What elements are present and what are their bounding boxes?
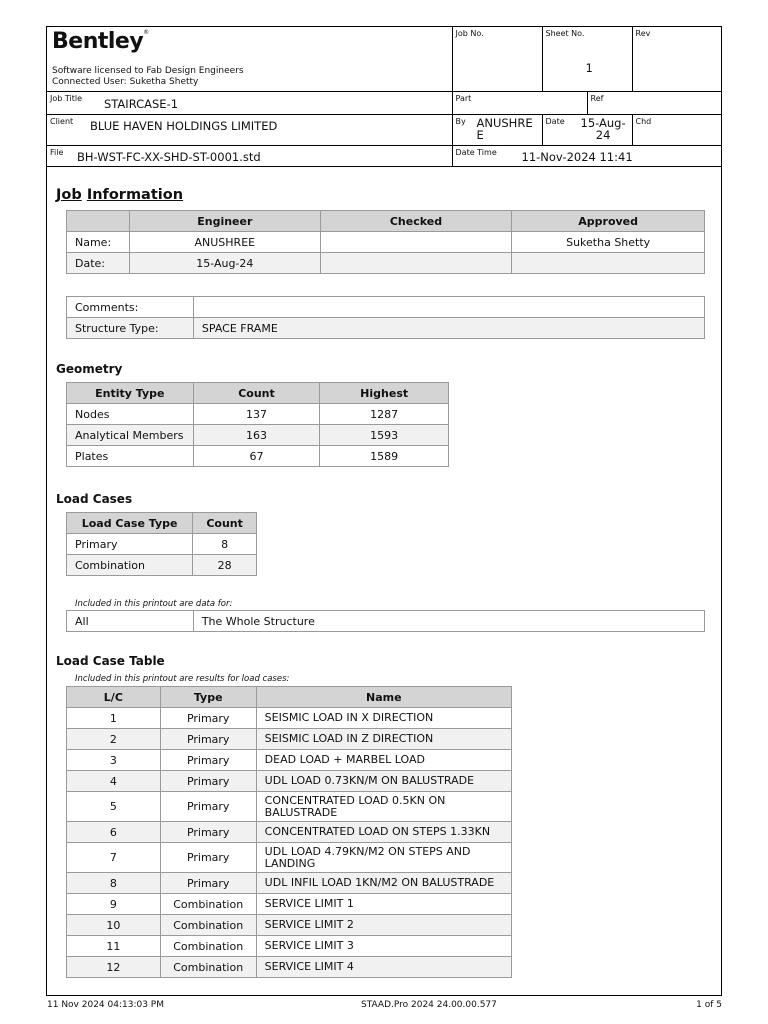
chd-label: Chd (635, 116, 652, 126)
connected-user: Connected User: Suketha Shetty (52, 77, 199, 87)
structure-type-value: SPACE FRAME (193, 318, 704, 339)
geometry-row (67, 404, 449, 425)
job-no-cell (452, 27, 542, 91)
footer-timestamp: 11 Nov 2024 04:13:03 PM (47, 1000, 164, 1010)
datetime-value: 11-Nov-2024 11:41 (521, 149, 633, 164)
structure-type-label: Structure Type: (67, 318, 194, 339)
rev-cell (632, 27, 721, 91)
engineer-date: 15-Aug-24 (129, 253, 320, 274)
ref-cell (587, 91, 721, 114)
rev-label: Rev (635, 29, 651, 38)
load-cases-heading: Load Cases (56, 492, 133, 506)
checked-header: Checked (320, 211, 512, 232)
load-case-table-row (67, 873, 512, 894)
load-case-table-row-cell: SERVICE LIMIT 4 (256, 957, 511, 978)
load-case-table-row-cell: 11 (67, 936, 161, 957)
geometry-row-cell: 137 (193, 404, 320, 425)
geometry-row-cell: 67 (193, 446, 320, 467)
load-case-table-row (67, 822, 512, 843)
geometry-row (67, 446, 449, 467)
job-title-label: Job Title (50, 93, 83, 103)
load-case-count-header: Count (193, 513, 257, 534)
load-case-table-row (67, 894, 512, 915)
approved-date (512, 253, 705, 274)
page-frame (46, 26, 722, 996)
load-case-table-row-cell: Primary (160, 708, 256, 729)
part-label: Part (455, 93, 472, 103)
engineer-name: ANUSHREE (129, 232, 320, 253)
load-case-table-row-cell: 7 (67, 843, 161, 873)
geometry-row-cell: 163 (193, 425, 320, 446)
load-case-table-row (67, 750, 512, 771)
sheet-no-label: Sheet No. (545, 29, 585, 38)
job-no-label: Job No. (455, 29, 484, 38)
client-value: BLUE HAVEN HOLDINGS LIMITED (90, 118, 278, 133)
load-case-table-row-cell: Primary (160, 792, 256, 822)
job-title-value: STAIRCASE-1 (104, 96, 179, 111)
load-case-table-row-cell: SERVICE LIMIT 3 (256, 936, 511, 957)
date-label: Date (545, 116, 565, 126)
job-title-cell (47, 91, 452, 114)
date-value: 15-Aug- 24 (580, 115, 626, 142)
load-case-table-row-cell: Primary (160, 843, 256, 873)
load-case-row-cell: Primary (67, 534, 193, 555)
highest-header: Highest (320, 383, 449, 404)
load-case-table-row (67, 729, 512, 750)
comments-value (193, 297, 704, 318)
load-case-table-row-cell: Primary (160, 771, 256, 792)
sheet-no-cell (542, 27, 632, 91)
load-case-table-row-cell: 1 (67, 708, 161, 729)
load-case-table-row (67, 915, 512, 936)
load-case-type-header: Load Case Type (67, 513, 193, 534)
job-information-heading: Job Information (56, 187, 184, 203)
load-case-table-row-cell: UDL INFIL LOAD 1KN/M2 ON BALUSTRADE (256, 873, 511, 894)
load-case-table-row-cell: 12 (67, 957, 161, 978)
load-case-results-note: Included in this printout are results for load cases: (75, 674, 290, 684)
chd-cell (632, 114, 721, 145)
file-cell (47, 145, 452, 166)
approved-name: Suketha Shetty (512, 232, 705, 253)
load-case-table-row (67, 936, 512, 957)
load-case-table-row-cell: CONCENTRATED LOAD 0.5KN ON BALUSTRADE (256, 792, 511, 822)
footer-page-number: 1 of 5 (696, 1000, 722, 1010)
geometry-row-cell: Analytical Members (67, 425, 194, 446)
datetime-label: Date Time (455, 147, 497, 157)
job-info-table (66, 210, 705, 274)
ref-label: Ref (590, 93, 604, 103)
date-cell (542, 114, 632, 145)
lc-header: L/C (67, 687, 161, 708)
entity-type-header: Entity Type (67, 383, 194, 404)
load-case-table-row-cell: Combination (160, 936, 256, 957)
file-value: BH-WST-FC-XX-SHD-ST-0001.std (77, 149, 261, 164)
by-label: By (455, 116, 466, 126)
footer-software: STAAD.Pro 2024 24.00.00.577 (361, 1000, 497, 1010)
load-case-table-row-cell: DEAD LOAD + MARBEL LOAD (256, 750, 511, 771)
load-case-table-row-cell: Combination (160, 894, 256, 915)
file-label: File (50, 147, 64, 157)
included-desc: The Whole Structure (193, 611, 704, 632)
geometry-row-cell: 1593 (320, 425, 449, 446)
load-case-table-row-cell: 2 (67, 729, 161, 750)
load-case-table-row-cell: SERVICE LIMIT 1 (256, 894, 511, 915)
part-cell (452, 91, 587, 114)
comments-label: Comments: (67, 297, 194, 318)
title-block (47, 27, 721, 167)
geometry-row (67, 425, 449, 446)
by-cell (452, 114, 542, 145)
load-case-table-row-cell: Primary (160, 729, 256, 750)
license-line: Software licensed to Fab Design Engineers (52, 66, 244, 76)
included-data-table (66, 610, 705, 632)
load-case-table-row (67, 792, 512, 822)
load-case-row (67, 555, 257, 576)
geometry-table (66, 382, 449, 467)
type-header: Type (160, 687, 256, 708)
bentley-logo: Bentley® (52, 29, 149, 54)
load-case-table-row-cell: 3 (67, 750, 161, 771)
geometry-heading: Geometry (56, 362, 123, 376)
load-case-table-row-cell: 9 (67, 894, 161, 915)
date-row-label: Date: (67, 253, 130, 274)
load-case-table-row-cell: Combination (160, 957, 256, 978)
client-cell (47, 114, 452, 145)
load-case-table-row (67, 771, 512, 792)
load-case-table-row-cell: Combination (160, 915, 256, 936)
sheet-no-value: 1 (585, 61, 593, 75)
load-case-table-row-cell: SERVICE LIMIT 2 (256, 915, 511, 936)
geometry-row-cell: 1589 (320, 446, 449, 467)
by-value: ANUSHRE E (476, 115, 533, 142)
load-case-table-row (67, 708, 512, 729)
count-header: Count (193, 383, 320, 404)
load-case-table (66, 686, 512, 978)
load-case-table-row-cell: 5 (67, 792, 161, 822)
datetime-cell (452, 145, 721, 166)
load-case-table-row-cell: 4 (67, 771, 161, 792)
load-case-table-row-cell: CONCENTRATED LOAD ON STEPS 1.33KN (256, 822, 511, 843)
checked-name (320, 232, 512, 253)
client-label: Client (50, 116, 74, 126)
load-case-table-row (67, 957, 512, 978)
included-data-note: Included in this printout are data for: (75, 599, 233, 609)
geometry-row-cell: 1287 (320, 404, 449, 425)
load-case-row-cell: 28 (193, 555, 257, 576)
load-case-table-row-cell: Primary (160, 873, 256, 894)
included-scope: All (67, 611, 194, 632)
load-case-row-cell: Combination (67, 555, 193, 576)
geometry-row-cell: Plates (67, 446, 194, 467)
load-case-table-row-cell: SEISMIC LOAD IN X DIRECTION (256, 708, 511, 729)
load-case-table-row-cell: 8 (67, 873, 161, 894)
load-case-table-row-cell: Primary (160, 822, 256, 843)
checked-date (320, 253, 512, 274)
load-case-table-row-cell: UDL LOAD 0.73KN/M ON BALUSTRADE (256, 771, 511, 792)
load-case-table-row-cell: UDL LOAD 4.79KN/M2 ON STEPS AND LANDING (256, 843, 511, 873)
logo-cell (47, 27, 452, 91)
load-case-table-row-cell: Primary (160, 750, 256, 771)
load-case-table-row-cell: SEISMIC LOAD IN Z DIRECTION (256, 729, 511, 750)
load-case-table-row-cell: 10 (67, 915, 161, 936)
name-header: Name (256, 687, 511, 708)
engineer-header: Engineer (129, 211, 320, 232)
load-case-table-row (67, 843, 512, 873)
license-info (52, 66, 244, 88)
load-case-table-row-cell: 6 (67, 822, 161, 843)
approved-header: Approved (512, 211, 705, 232)
geometry-row-cell: Nodes (67, 404, 194, 425)
comments-table (66, 296, 705, 339)
load-case-row (67, 534, 257, 555)
name-label: Name: (67, 232, 130, 253)
load-case-table-heading: Load Case Table (56, 654, 165, 668)
load-cases-table (66, 512, 257, 576)
load-case-row-cell: 8 (193, 534, 257, 555)
